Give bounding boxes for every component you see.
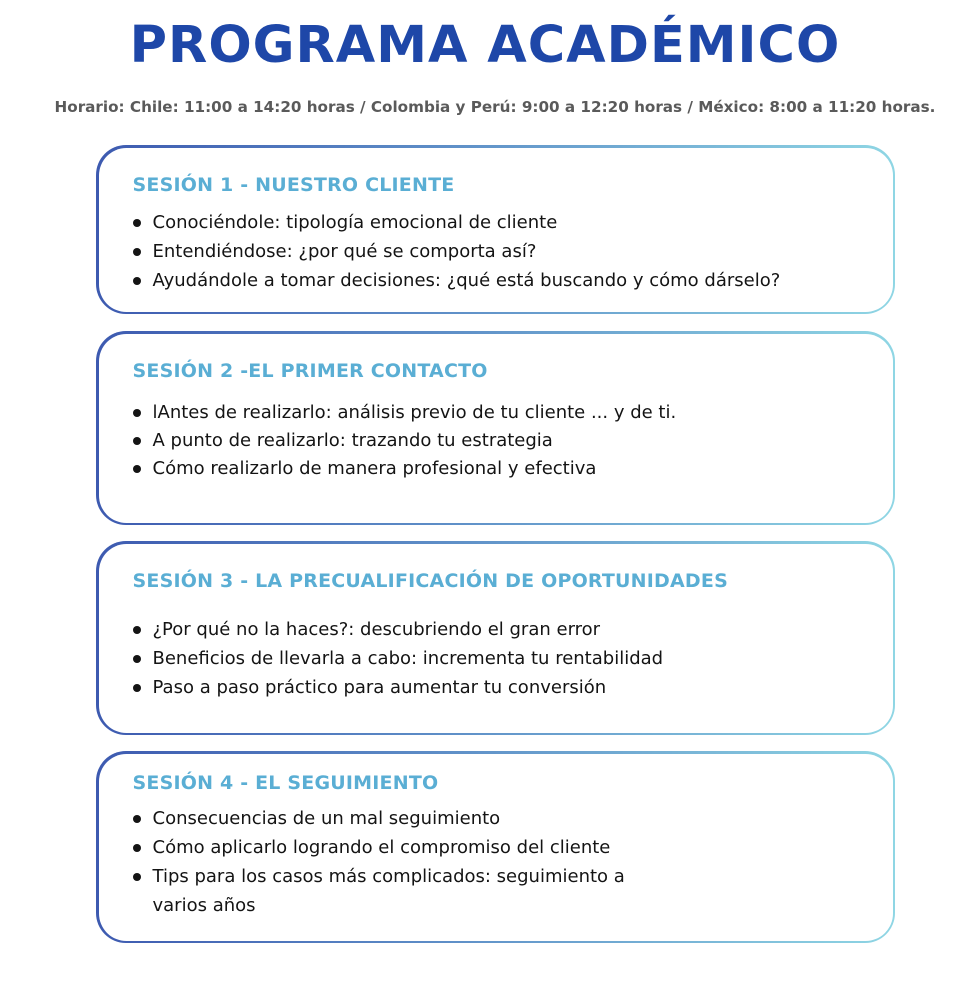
session-3-title: SESIÓN 3 - LA PRECUALIFICACIÓN DE OPORTUNIDADES bbox=[132, 569, 728, 592]
list-item-continuation bbox=[133, 891, 625, 920]
bullet-dot bbox=[133, 219, 141, 227]
list-item-text: ¿Por qué no la haces?: descubriendo el gran error bbox=[152, 618, 601, 640]
bullet-dot bbox=[133, 277, 141, 285]
list-item-text: Consecuencias de un mal seguimiento bbox=[152, 807, 501, 829]
bullet-dot bbox=[133, 684, 141, 692]
session-2-list bbox=[133, 399, 677, 483]
session-4-card-body bbox=[99, 754, 893, 941]
bullet-dot bbox=[133, 815, 141, 823]
bullet-dot bbox=[133, 409, 141, 417]
session-1-card-body bbox=[99, 148, 893, 312]
session-1-list bbox=[133, 208, 781, 295]
bullet-dot bbox=[133, 873, 141, 881]
list-item-text: Beneficios de llevarla a cabo: incrementa tu rentabilidad bbox=[152, 647, 664, 669]
list-item bbox=[133, 208, 781, 237]
list-item-text: Cómo realizarlo de manera profesional y efectiva bbox=[152, 457, 597, 479]
list-item bbox=[133, 673, 664, 702]
bullet-dot bbox=[133, 248, 141, 256]
list-item-text: Entendiéndose: ¿por qué se comporta así? bbox=[152, 240, 537, 262]
list-item-text: Tips para los casos más complicados: seguimiento a bbox=[152, 865, 625, 887]
session-2-title: SESIÓN 2 -EL PRIMER CONTACTO bbox=[132, 359, 488, 382]
list-item bbox=[133, 455, 677, 483]
list-item bbox=[133, 427, 677, 455]
session-3-card-body bbox=[99, 544, 893, 733]
list-item bbox=[133, 833, 625, 862]
session-1-title: SESIÓN 1 - NUESTRO CLIENTE bbox=[132, 173, 455, 196]
session-4-card bbox=[96, 751, 895, 943]
page-title: PROGRAMA ACADÉMICO bbox=[129, 16, 841, 75]
list-item bbox=[133, 266, 781, 295]
bullet-dot bbox=[133, 655, 141, 663]
list-item-text: lAntes de realizarlo: análisis previo de tu cliente ... y de ti. bbox=[152, 401, 677, 423]
session-4-title: SESIÓN 4 - EL SEGUIMIENTO bbox=[132, 771, 439, 794]
list-item-text: Conociéndole: tipología emocional de cliente bbox=[152, 211, 558, 233]
list-item bbox=[133, 615, 664, 644]
schedule-text: Horario: Chile: 11:00 a 14:20 horas / Colombia y Perú: 9:00 a 12:20 horas / México: 8:00 a 11:20 horas. bbox=[54, 98, 936, 116]
list-item bbox=[133, 399, 677, 427]
list-item-text: Paso a paso práctico para aumentar tu conversión bbox=[152, 676, 607, 698]
bullet-dot bbox=[133, 626, 141, 634]
list-item bbox=[133, 237, 781, 266]
list-item-text: Cómo aplicarlo logrando el compromiso del cliente bbox=[152, 836, 611, 858]
bullet-dot bbox=[133, 465, 141, 473]
session-1-card bbox=[96, 145, 895, 314]
session-2-card bbox=[96, 331, 895, 525]
bullet-dot bbox=[133, 844, 141, 852]
bullet-dot bbox=[133, 437, 141, 445]
list-item-text: varios años bbox=[152, 894, 256, 916]
session-2-card-body bbox=[99, 334, 893, 523]
session-4-list bbox=[133, 804, 625, 920]
list-item bbox=[133, 862, 625, 891]
list-item-text: Ayudándole a tomar decisiones: ¿qué está buscando y cómo dárselo? bbox=[152, 269, 781, 291]
list-item bbox=[133, 644, 664, 673]
session-3-list bbox=[133, 615, 664, 702]
list-item bbox=[133, 804, 625, 833]
session-3-card bbox=[96, 541, 895, 735]
list-item-text: A punto de realizarlo: trazando tu estrategia bbox=[152, 429, 553, 451]
